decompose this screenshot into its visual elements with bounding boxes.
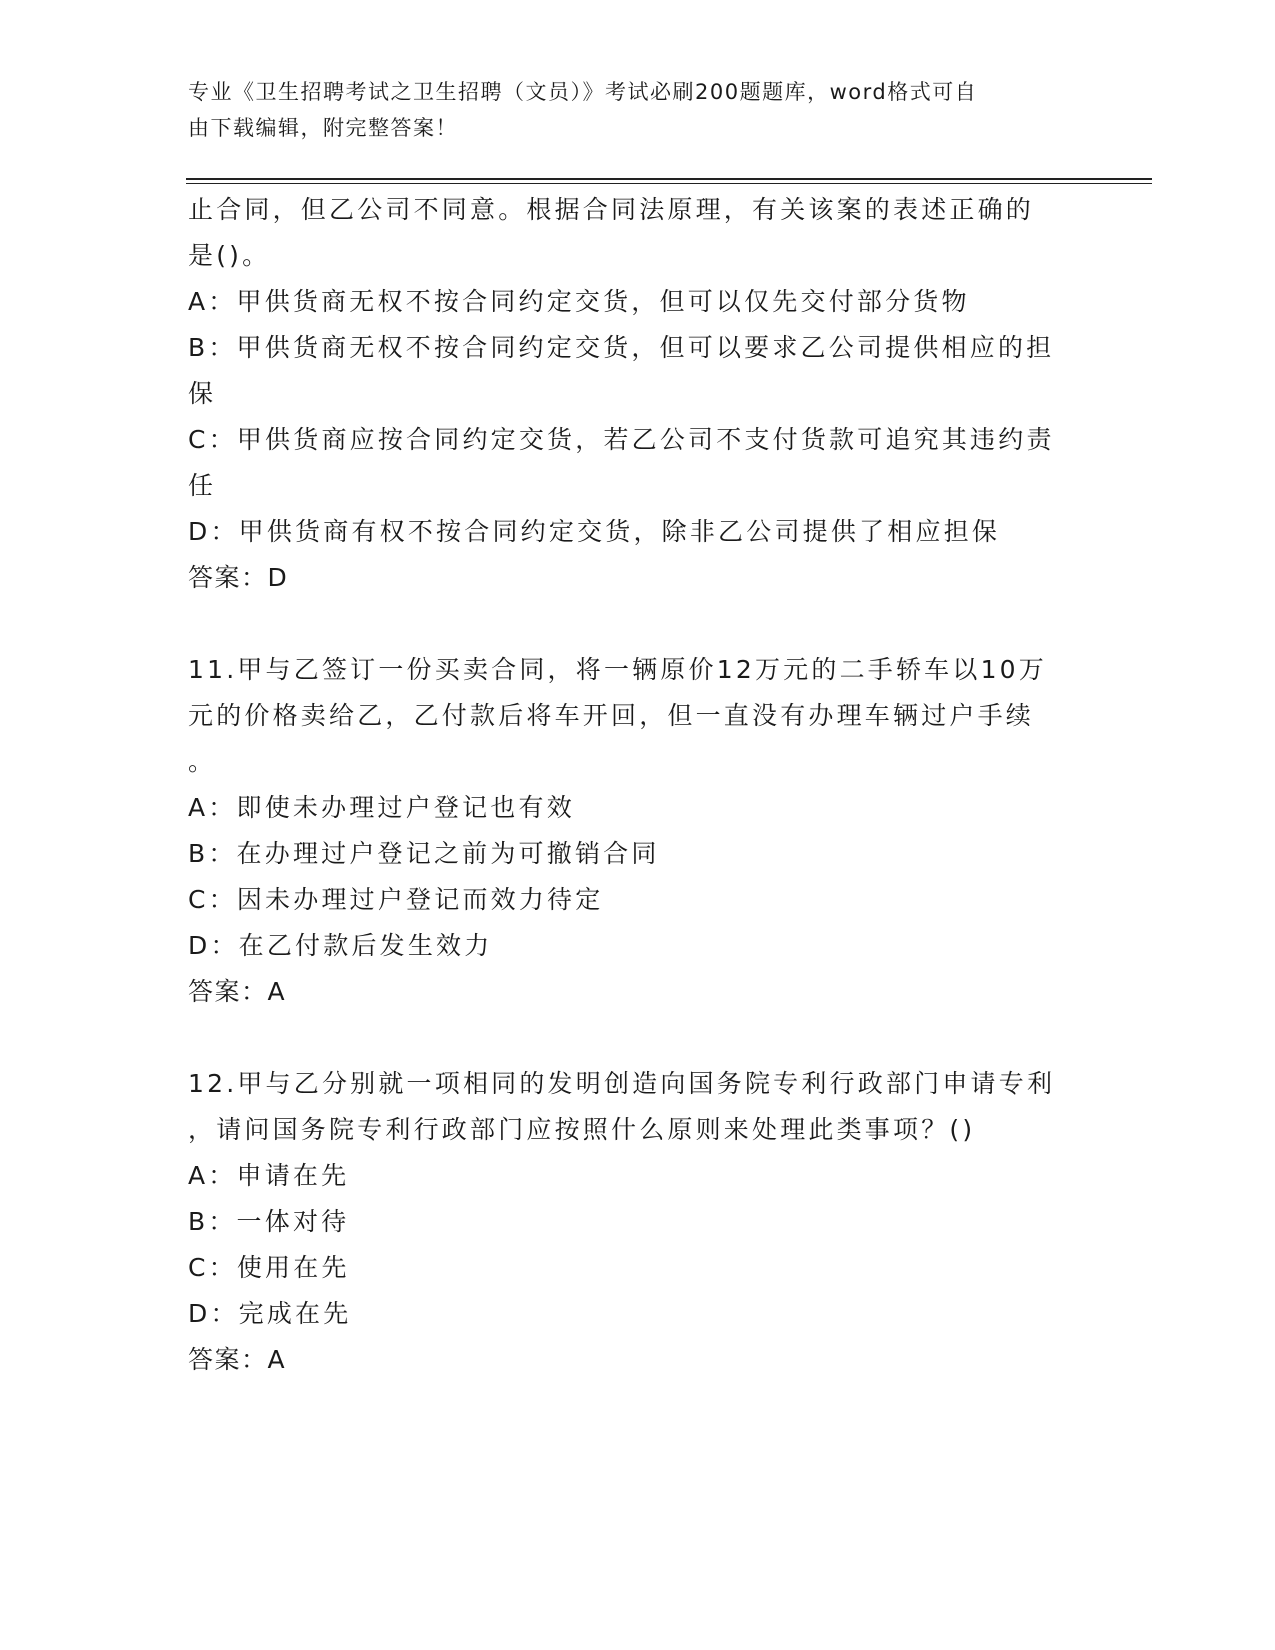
- option-a: A：甲供货商无权不按合同约定交货，但可以仅先交付部分货物: [188, 287, 970, 316]
- option-b: B：甲供货商无权不按合同约定交货，但可以要求乙公司提供相应的担: [188, 333, 1055, 362]
- question-stem: 11.甲与乙签订一份买卖合同，将一辆原价12万元的二手轿车以10万: [188, 655, 1047, 684]
- header-title-line-2: 由下载编辑，附完整答案！: [188, 116, 458, 140]
- page-header: [188, 74, 1068, 146]
- question-stem: ，请问国务院专利行政部门应按照什么原则来处理此类事项？(): [188, 1115, 976, 1144]
- option-b: B：在办理过户登记之前为可撤销合同: [188, 839, 660, 868]
- answer: 答案：A: [188, 977, 287, 1006]
- option-b: B：一体对待: [188, 1207, 350, 1236]
- option-d: D：完成在先: [188, 1299, 352, 1328]
- question-12: [188, 1061, 1088, 1383]
- answer: 答案：D: [188, 563, 289, 592]
- header-divider: [186, 178, 1152, 180]
- option-c-continued: 任: [188, 471, 217, 500]
- option-a: A：即使未办理过户登记也有效: [188, 793, 575, 822]
- question-10: [188, 187, 1088, 601]
- question-11: [188, 647, 1088, 1015]
- option-b-continued: 保: [188, 379, 217, 408]
- question-stem: 。: [188, 747, 217, 776]
- spacer: [188, 601, 1088, 647]
- question-stem: 是()。: [188, 241, 271, 270]
- option-c: C：使用在先: [188, 1253, 350, 1282]
- header-title-line-1: 专业《卫生招聘考试之卫生招聘（文员）》考试必刷200题题库，word格式可自: [188, 80, 978, 104]
- option-c: C：甲供货商应按合同约定交货，若乙公司不支付货款可追究其违约责: [188, 425, 1055, 454]
- answer: 答案：A: [188, 1345, 287, 1374]
- question-stem: 止合同，但乙公司不同意。根据合同法原理，有关该案的表述正确的: [188, 195, 1035, 224]
- spacer: [188, 1015, 1088, 1061]
- header-divider-thin: [186, 183, 1152, 184]
- option-c: C：因未办理过户登记而效力待定: [188, 885, 604, 914]
- question-stem: 12.甲与乙分别就一项相同的发明创造向国务院专利行政部门申请专利: [188, 1069, 1056, 1098]
- question-stem: 元的价格卖给乙，乙付款后将车开回，但一直没有办理车辆过户手续: [188, 701, 1035, 730]
- option-d: D：在乙付款后发生效力: [188, 931, 493, 960]
- option-a: A：申请在先: [188, 1161, 350, 1190]
- option-d: D：甲供货商有权不按合同约定交货，除非乙公司提供了相应担保: [188, 517, 1001, 546]
- document-body: [188, 187, 1088, 1383]
